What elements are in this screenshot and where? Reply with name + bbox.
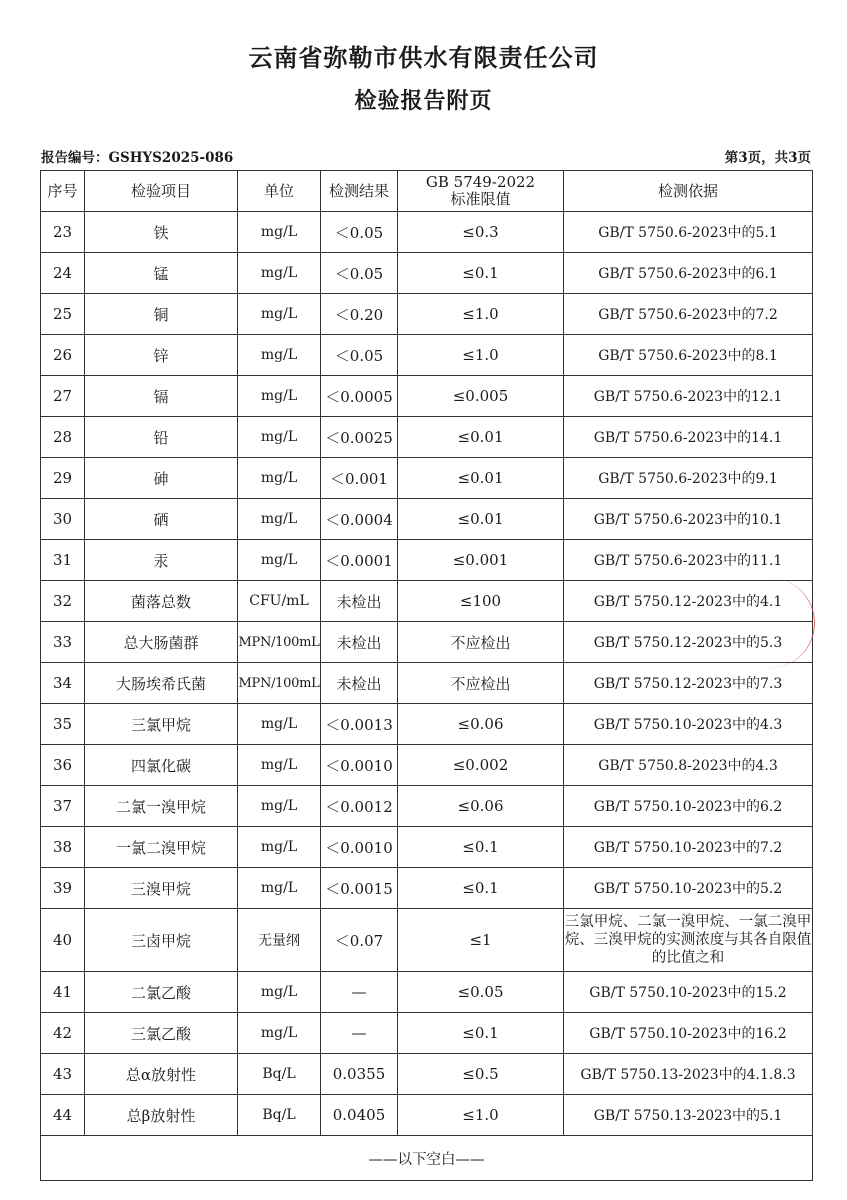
table-header-row [41,171,813,212]
cell-item: 锰 [85,253,238,294]
cell-limit: ≤0.06 [398,704,564,745]
cell-unit: mg/L [238,294,321,335]
cell-basis: GB/T 5750.12-2023中的7.3 [564,663,813,704]
cell-result: ＜0.05 [321,253,398,294]
cell-seq: 44 [41,1095,85,1136]
table-row [41,745,813,786]
cell-basis: GB/T 5750.6-2023中的14.1 [564,417,813,458]
table-footer-row [41,1136,813,1181]
cell-limit: ≤0.06 [398,786,564,827]
table-row [41,972,813,1013]
cell-unit: CFU/mL [238,581,321,622]
cell-unit: Bq/L [238,1095,321,1136]
cell-item: 三氯甲烷 [85,704,238,745]
cell-basis: GB/T 5750.10-2023中的4.3 [564,704,813,745]
cell-basis: GB/T 5750.13-2023中的4.1.8.3 [564,1054,813,1095]
cell-limit: ≤0.05 [398,972,564,1013]
cell-basis: GB/T 5750.10-2023中的5.2 [564,868,813,909]
col-header-seq: 序号 [41,171,85,212]
cell-result: ＜0.0005 [321,376,398,417]
table-row [41,458,813,499]
cell-item: 铅 [85,417,238,458]
table-row [41,1054,813,1095]
cell-result: ＜0.07 [321,909,398,972]
cell-seq: 33 [41,622,85,663]
cell-item: 铜 [85,294,238,335]
cell-result: — [321,1013,398,1054]
cell-seq: 32 [41,581,85,622]
cell-seq: 31 [41,540,85,581]
cell-unit: Bq/L [238,1054,321,1095]
table-row [41,253,813,294]
cell-limit: ≤0.002 [398,745,564,786]
cell-unit: mg/L [238,458,321,499]
cell-item: 三卤甲烷 [85,909,238,972]
cell-item: 总大肠菌群 [85,622,238,663]
table-row [41,909,813,972]
cell-item: 总α放射性 [85,1054,238,1095]
cell-unit: mg/L [238,335,321,376]
cell-unit: MPN/100mL [238,622,321,663]
cell-limit: 不应检出 [398,663,564,704]
cell-result: ＜0.05 [321,212,398,253]
cell-basis: GB/T 5750.6-2023中的9.1 [564,458,813,499]
cell-basis: GB/T 5750.6-2023中的10.1 [564,499,813,540]
cell-seq: 27 [41,376,85,417]
cell-seq: 28 [41,417,85,458]
cell-unit: mg/L [238,376,321,417]
cell-result: ＜0.0010 [321,827,398,868]
cell-basis: 三氯甲烷、二氯一溴甲烷、一氯二溴甲烷、三溴甲烷的实测浓度与其各自限值的比值之和 [564,909,813,972]
cell-limit: ≤0.1 [398,1013,564,1054]
cell-seq: 43 [41,1054,85,1095]
table-row [41,704,813,745]
cell-limit: ≤1.0 [398,294,564,335]
cell-unit: mg/L [238,827,321,868]
cell-result: ＜0.0010 [321,745,398,786]
table-row [41,868,813,909]
cell-basis: GB/T 5750.6-2023中的12.1 [564,376,813,417]
cell-basis: GB/T 5750.12-2023中的4.1 [564,581,813,622]
cell-item: 三溴甲烷 [85,868,238,909]
cell-result: 0.0405 [321,1095,398,1136]
cell-item: 镉 [85,376,238,417]
report-number: 报告编号：GSHYS2025-086 [41,150,234,166]
cell-seq: 42 [41,1013,85,1054]
cell-seq: 24 [41,253,85,294]
cell-result: 未检出 [321,622,398,663]
cell-item: 二氯乙酸 [85,972,238,1013]
cell-unit: mg/L [238,212,321,253]
table-row [41,1013,813,1054]
table-row [41,417,813,458]
results-table [40,170,813,1181]
col-header-basis: 检测依据 [564,171,813,212]
cell-basis: GB/T 5750.6-2023中的8.1 [564,335,813,376]
cell-seq: 23 [41,212,85,253]
cell-seq: 26 [41,335,85,376]
cell-result: 未检出 [321,663,398,704]
cell-seq: 25 [41,294,85,335]
cell-result: ＜0.0001 [321,540,398,581]
cell-result: 0.0355 [321,1054,398,1095]
table-row [41,376,813,417]
cell-basis: GB/T 5750.6-2023中的7.2 [564,294,813,335]
cell-seq: 29 [41,458,85,499]
cell-result: ＜0.20 [321,294,398,335]
cell-limit: ≤0.3 [398,212,564,253]
document-title: 检验报告附页 [354,88,493,114]
cell-result: ＜0.0025 [321,417,398,458]
cell-item: 菌落总数 [85,581,238,622]
cell-unit: mg/L [238,704,321,745]
page-indicator: 第3页，共3页 [724,150,811,166]
cell-limit: ≤0.01 [398,499,564,540]
cell-unit: mg/L [238,868,321,909]
cell-basis: GB/T 5750.10-2023中的6.2 [564,786,813,827]
cell-seq: 41 [41,972,85,1013]
cell-unit: mg/L [238,786,321,827]
cell-result: 未检出 [321,581,398,622]
table-row [41,827,813,868]
cell-limit: ≤0.001 [398,540,564,581]
organization-title: 云南省弥勒市供水有限责任公司 [248,43,599,72]
cell-unit: mg/L [238,417,321,458]
cell-basis: GB/T 5750.8-2023中的4.3 [564,745,813,786]
cell-seq: 39 [41,868,85,909]
cell-limit: 不应检出 [398,622,564,663]
table-row [41,581,813,622]
blank-below-note: ——以下空白—— [41,1136,813,1181]
cell-item: 锌 [85,335,238,376]
cell-basis: GB/T 5750.6-2023中的11.1 [564,540,813,581]
cell-item: 总β放射性 [85,1095,238,1136]
cell-unit: mg/L [238,540,321,581]
cell-limit: ≤0.01 [398,458,564,499]
cell-basis: GB/T 5750.13-2023中的5.1 [564,1095,813,1136]
cell-result: ＜0.05 [321,335,398,376]
cell-seq: 30 [41,499,85,540]
table-row [41,294,813,335]
cell-limit: ≤0.005 [398,376,564,417]
table-row [41,212,813,253]
cell-result: ＜0.0013 [321,704,398,745]
cell-item: 砷 [85,458,238,499]
cell-limit: ≤100 [398,581,564,622]
table-row [41,1095,813,1136]
table-row [41,663,813,704]
cell-limit: ≤1 [398,909,564,972]
cell-unit: mg/L [238,972,321,1013]
cell-unit: mg/L [238,499,321,540]
cell-basis: GB/T 5750.10-2023中的15.2 [564,972,813,1013]
cell-limit: ≤0.1 [398,868,564,909]
cell-seq: 36 [41,745,85,786]
cell-basis: GB/T 5750.12-2023中的5.3 [564,622,813,663]
table-body [41,212,813,1136]
cell-limit: ≤1.0 [398,335,564,376]
col-header-limit-label: 标准限值 [450,190,511,208]
cell-seq: 37 [41,786,85,827]
cell-item: 硒 [85,499,238,540]
table-row [41,335,813,376]
cell-limit: ≤0.1 [398,827,564,868]
cell-item: 二氯一溴甲烷 [85,786,238,827]
col-header-limit-standard: GB 5749-2022 [425,173,536,191]
cell-unit: MPN/100mL [238,663,321,704]
col-header-item: 检验项目 [85,171,238,212]
col-header-limit [398,171,564,212]
table-row [41,786,813,827]
cell-unit: mg/L [238,253,321,294]
cell-limit: ≤1.0 [398,1095,564,1136]
col-header-result: 检测结果 [321,171,398,212]
cell-result: ＜0.0012 [321,786,398,827]
cell-item: 大肠埃希氏菌 [85,663,238,704]
table-row [41,622,813,663]
cell-seq: 34 [41,663,85,704]
cell-item: 一氯二溴甲烷 [85,827,238,868]
cell-item: 四氯化碳 [85,745,238,786]
table-row [41,540,813,581]
cell-seq: 38 [41,827,85,868]
cell-unit: mg/L [238,745,321,786]
cell-limit: ≤0.01 [398,417,564,458]
cell-unit: 无量纲 [238,909,321,972]
cell-seq: 35 [41,704,85,745]
cell-limit: ≤0.1 [398,253,564,294]
cell-item: 汞 [85,540,238,581]
cell-result: — [321,972,398,1013]
cell-basis: GB/T 5750.10-2023中的7.2 [564,827,813,868]
cell-item: 三氯乙酸 [85,1013,238,1054]
cell-basis: GB/T 5750.10-2023中的16.2 [564,1013,813,1054]
cell-unit: mg/L [238,1013,321,1054]
cell-basis: GB/T 5750.6-2023中的6.1 [564,253,813,294]
cell-seq: 40 [41,909,85,972]
cell-basis: GB/T 5750.6-2023中的5.1 [564,212,813,253]
cell-result: ＜0.0004 [321,499,398,540]
col-header-unit: 单位 [238,171,321,212]
table-row [41,499,813,540]
cell-limit: ≤0.5 [398,1054,564,1095]
cell-result: ＜0.001 [321,458,398,499]
cell-result: ＜0.0015 [321,868,398,909]
cell-item: 铁 [85,212,238,253]
